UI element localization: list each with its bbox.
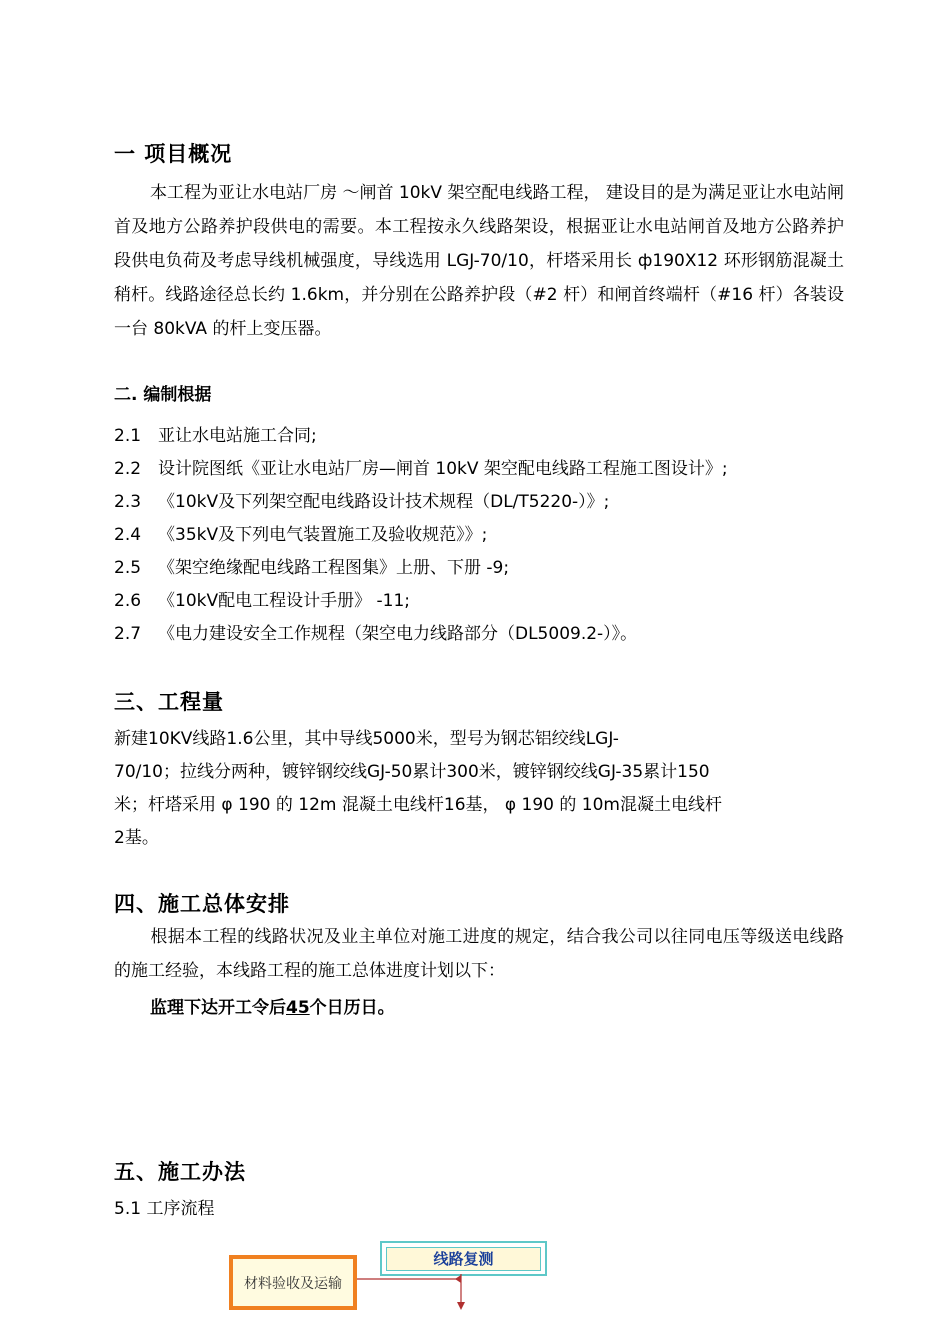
flow-box-materials: 材料验收及运输 bbox=[229, 1255, 357, 1310]
list-item-text: 《10kV及下列架空配电线路设计技术规程（DL/T5220-）》; bbox=[158, 492, 610, 512]
list-item-text: 《10kV配电工程设计手册》 -11; bbox=[158, 591, 411, 611]
list-item-text: 《35kV及下列电气装置施工及验收规范》》; bbox=[158, 525, 488, 545]
arrowhead-left-icon bbox=[455, 1275, 461, 1283]
section-3-title: 三、工程量 bbox=[114, 690, 224, 714]
section-5-subtitle: 5.1 工序流程 bbox=[114, 1199, 215, 1219]
section-2-title: 二. 编制根据 bbox=[114, 385, 212, 405]
list-item-number: 2.7 bbox=[114, 624, 142, 644]
schedule-suffix: 个日历日。 bbox=[309, 998, 395, 1018]
list-item-number: 2.1 bbox=[114, 426, 142, 446]
list-item-number: 2.2 bbox=[114, 459, 142, 479]
list-item-text: 亚让水电站施工合同; bbox=[158, 426, 317, 446]
section-1-title: 一 项目概况 bbox=[114, 142, 233, 166]
list-item-number: 2.6 bbox=[114, 591, 142, 611]
quantity-line-3: 米；杆塔采用 φ 190 的 12m 混凝土电线杆16基， φ 190 的 10m混凝土电线杆 bbox=[114, 795, 722, 815]
section-1-body-text: 本工程为亚让水电站厂房 ～闸首 10kV 架空配电线路工程， 建设目的是为满足亚让水电站闸首及地方公路养护段供电的需要。本工程按永久线路架设，根据亚让水电站闸首及地方公路养护段供电负荷及考虑导线机械强度，导线选用 LGJ-70/10，杆塔采用长 ф190X12 环形钢筋混凝土稍杆。线路途径总长约 1.6km，并分别在公路养护段（#2 杆）和闸首终端杆（#16 杆）各装设一台 80kVA 的杆上变压器。 bbox=[114, 183, 844, 339]
schedule-days: 45 bbox=[286, 998, 310, 1018]
section-5-title: 五、施工办法 bbox=[114, 1160, 246, 1184]
quantity-line-1: 新建10KV线路1.6公里，其中导线5000米，型号为钢芯铝绞线LGJ- bbox=[114, 729, 619, 749]
list-item-text: 《电力建设安全工作规程（架空电力线路部分（DL5009.2-）》。 bbox=[158, 624, 638, 644]
list-item-number: 2.4 bbox=[114, 525, 142, 545]
arrowhead-down-icon bbox=[457, 1302, 465, 1310]
flow-box-survey-label: 线路复测 bbox=[386, 1247, 541, 1271]
list-item-text: 设计院图纸《亚让水电站厂房—闸首 10kV 架空配电线路工程施工图设计》; bbox=[158, 459, 728, 479]
list-item-number: 2.3 bbox=[114, 492, 142, 512]
quantity-line-2: 70/10；拉线分两种，镀锌钢绞线GJ-50累计300米，镀锌钢绞线GJ-35累计150 bbox=[114, 762, 710, 782]
quantity-line-4: 2基。 bbox=[114, 828, 159, 848]
section-4-body-text: 根据本工程的线路状况及业主单位对施工进度的规定，结合我公司以往同电压等级送电线路的施工经验，本线路工程的施工总体进度计划以下： bbox=[114, 927, 844, 981]
section-4-title: 四、施工总体安排 bbox=[114, 892, 290, 916]
list-item-number: 2.5 bbox=[114, 558, 142, 578]
list-item-text: 《架空绝缘配电线路工程图集》上册、下册 -9; bbox=[158, 558, 510, 578]
schedule-prefix: 监理下达开工令后 bbox=[150, 998, 286, 1018]
